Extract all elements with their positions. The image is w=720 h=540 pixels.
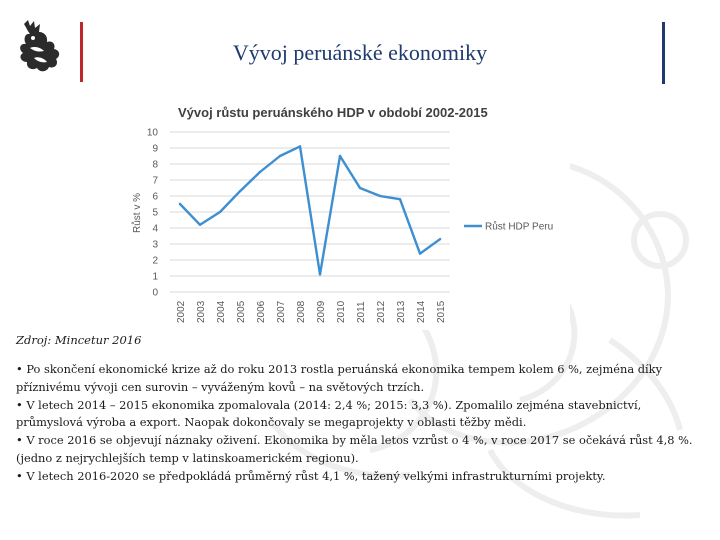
y-tick-label: 10 [146,127,158,139]
y-tick-label: 2 [152,255,158,267]
series-line [180,146,440,274]
data-point [239,190,241,192]
data-point [199,224,201,226]
x-tick-label: 2006 [256,300,267,323]
data-point [419,252,421,254]
y-tick-label: 8 [152,159,158,171]
bullet-item: • Po skončení ekonomické krize až do roku 2013 rostla peruánská ekonomika tempem kolem 6 %, zejména díky příznivému vývoji cen surovin – vyváženým kovů – na světových trzích. [16,362,663,394]
chart-legend [464,221,553,233]
bullet-item: • V roce 2016 se objevují náznaky oživení. Ekonomika by měla letos vzrůst o 4 %, v roce 2017 se očekává růst 4,8 %. (jedno z nejrychlejších temp v latinskoamerickém regionu). [16,433,693,465]
data-point [339,155,341,157]
data-point [179,203,181,205]
gdp-growth-chart [118,95,570,330]
data-point [259,171,261,173]
x-tick-label: 2012 [376,300,387,323]
x-tick-label: 2002 [176,300,187,323]
y-tick-label: 6 [152,191,158,203]
bullet-list [16,361,706,486]
data-point [399,198,401,200]
data-point [359,187,361,189]
bullet-item: • V letech 2016-2020 se předpokládá průměrný růst 4,1 %, tažený velkými infrastrukturními projekty. [16,468,606,483]
y-tick-label: 1 [152,271,158,283]
x-tick-label: 2011 [356,301,367,323]
x-tick-label: 2015 [436,300,447,323]
x-tick-label: 2009 [316,300,327,323]
data-point [439,238,441,240]
chart-title: Vývoj růstu peruánského HDP v období 2002-2015 [178,105,488,120]
blue-accent-bar [662,22,665,84]
x-tick-label: 2007 [276,300,287,323]
bullet-item: • V letech 2014 – 2015 ekonomika zpomalovala (2014: 2,4 %; 2015: 3,3 %). Zpomalilo zejména stavebnictví, průmyslová výroba a export. Naopak dokončovaly se megaprojekty v oblasti těžby mědi. [16,397,642,430]
y-tick-label: 0 [152,287,158,299]
red-accent-bar [80,22,83,82]
data-point [219,211,221,213]
y-tick-label: 7 [152,175,158,187]
series-lines [179,145,441,275]
chart-canvas [118,95,570,330]
data-point [379,195,381,197]
data-point [319,273,321,275]
data-point [279,155,281,157]
y-axis-label: Růst v % [132,192,143,234]
legend-label: Růst HDP Peru [485,221,554,233]
slide-title: Vývoj peruánské ekonomiky [232,40,488,65]
data-point [299,145,301,147]
y-tick-label: 3 [152,239,158,251]
x-tick-label: 2014 [416,300,427,323]
x-tick-label: 2004 [216,300,227,323]
x-ticks [176,300,447,323]
x-tick-label: 2008 [296,300,307,323]
czech-lion-emblem-icon [14,18,66,74]
x-tick-label: 2005 [236,300,247,323]
y-tick-label: 4 [152,223,158,235]
x-tick-label: 2003 [196,300,207,323]
y-tick-label: 5 [152,207,158,219]
y-ticks [147,128,159,299]
source-note: Zdroj: Mincetur 2016 [16,333,142,347]
x-tick-label: 2010 [336,300,347,323]
x-tick-label: 2013 [396,300,407,323]
y-tick-label: 9 [152,143,158,155]
